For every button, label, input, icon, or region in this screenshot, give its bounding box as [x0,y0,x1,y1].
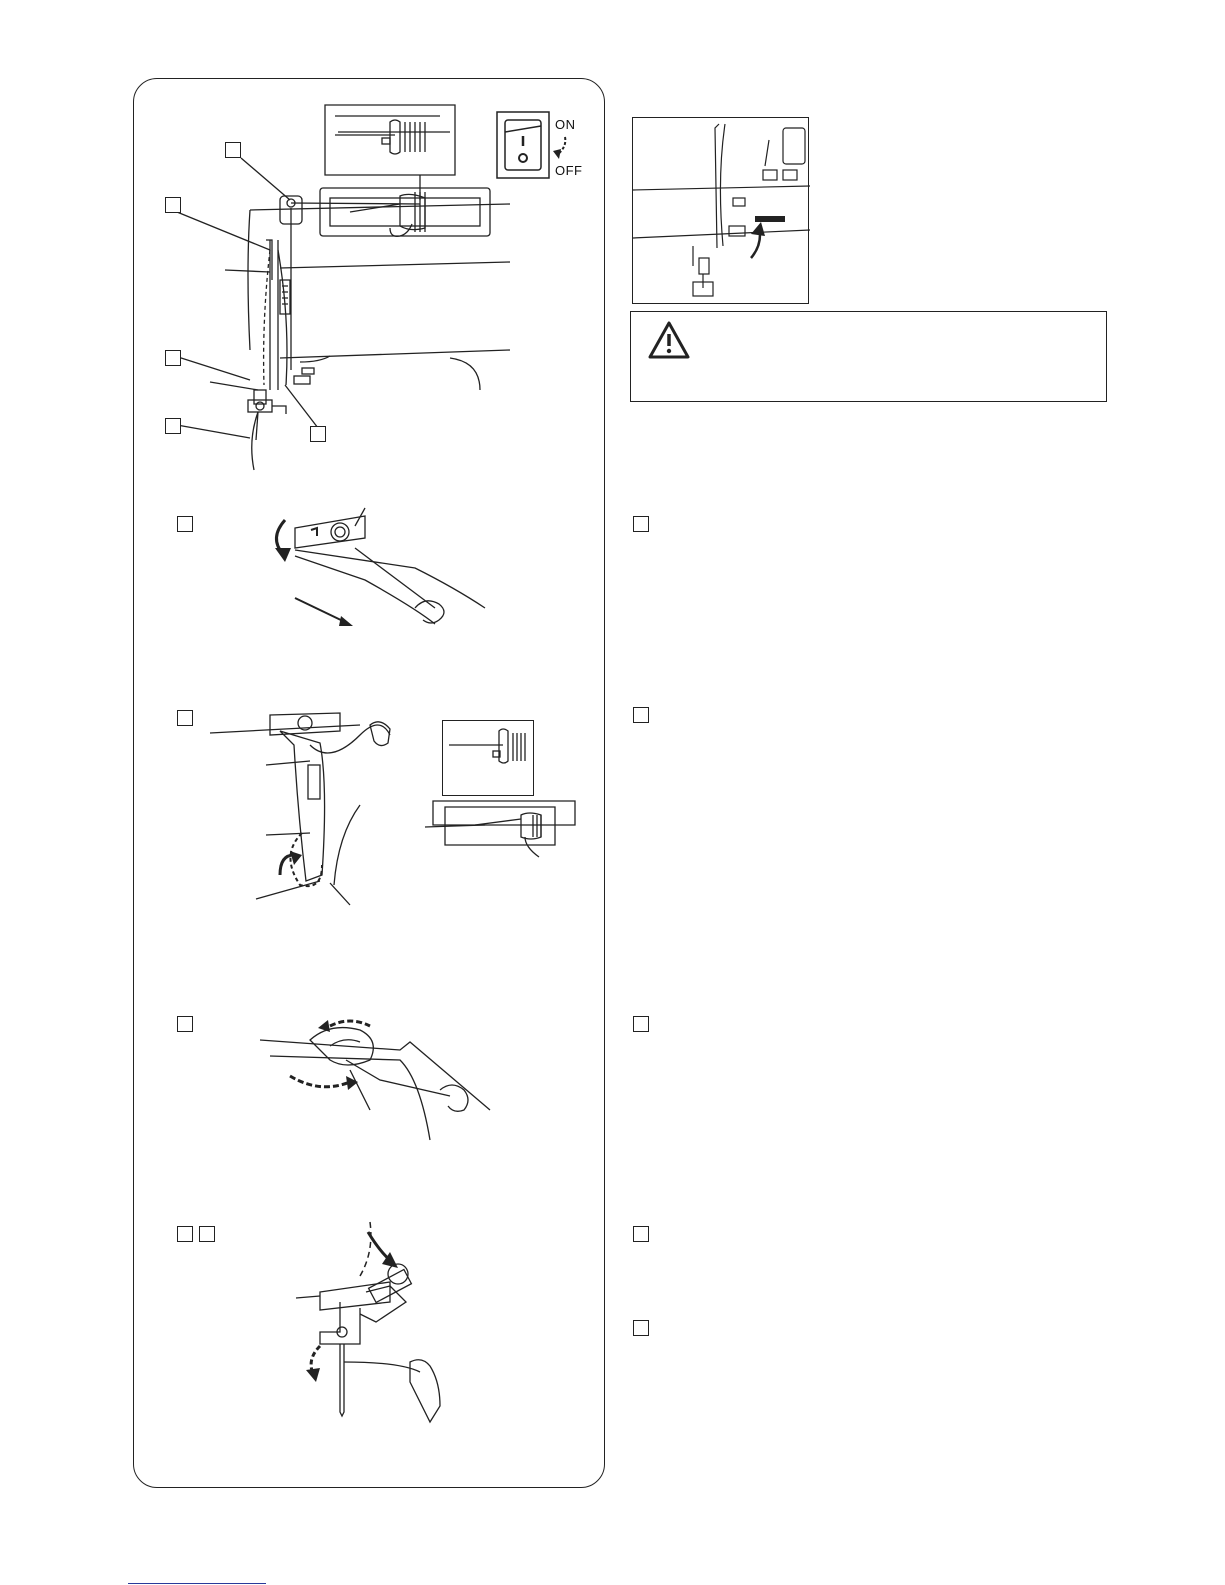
step-box-1 [225,142,241,158]
step-box-c [177,1016,193,1032]
right-step-box-b [633,707,649,723]
right-step-box-a [633,516,649,532]
machine-front-inset [632,117,809,304]
footer-link-rule [128,1583,266,1584]
spool-inset-b [442,720,534,796]
step-box-5 [310,426,326,442]
lower-thread-guide-diagram [250,1020,510,1150]
step-box-d [177,1226,193,1242]
step-box-a [177,516,193,532]
arrow-down-icon [551,135,571,163]
step-box-4 [165,418,181,434]
right-step-box-c [633,1016,649,1032]
step-box-b [177,710,193,726]
needle-bar-guide-diagram [280,1222,470,1437]
take-up-lever-diagram [210,705,420,915]
warning-box [630,311,1107,402]
warning-triangle-icon [647,320,691,360]
step-box-e [199,1226,215,1242]
switch-off-label: OFF [555,163,583,178]
step-box-3 [165,350,181,366]
right-step-box-d [633,1226,649,1242]
right-step-box-e [633,1320,649,1336]
power-switch-icon [495,110,551,180]
thread-guide-diagram [255,508,495,638]
spool-holder-diagram-b [425,795,585,860]
switch-on-label: ON [555,117,576,132]
step-box-2 [165,197,181,213]
